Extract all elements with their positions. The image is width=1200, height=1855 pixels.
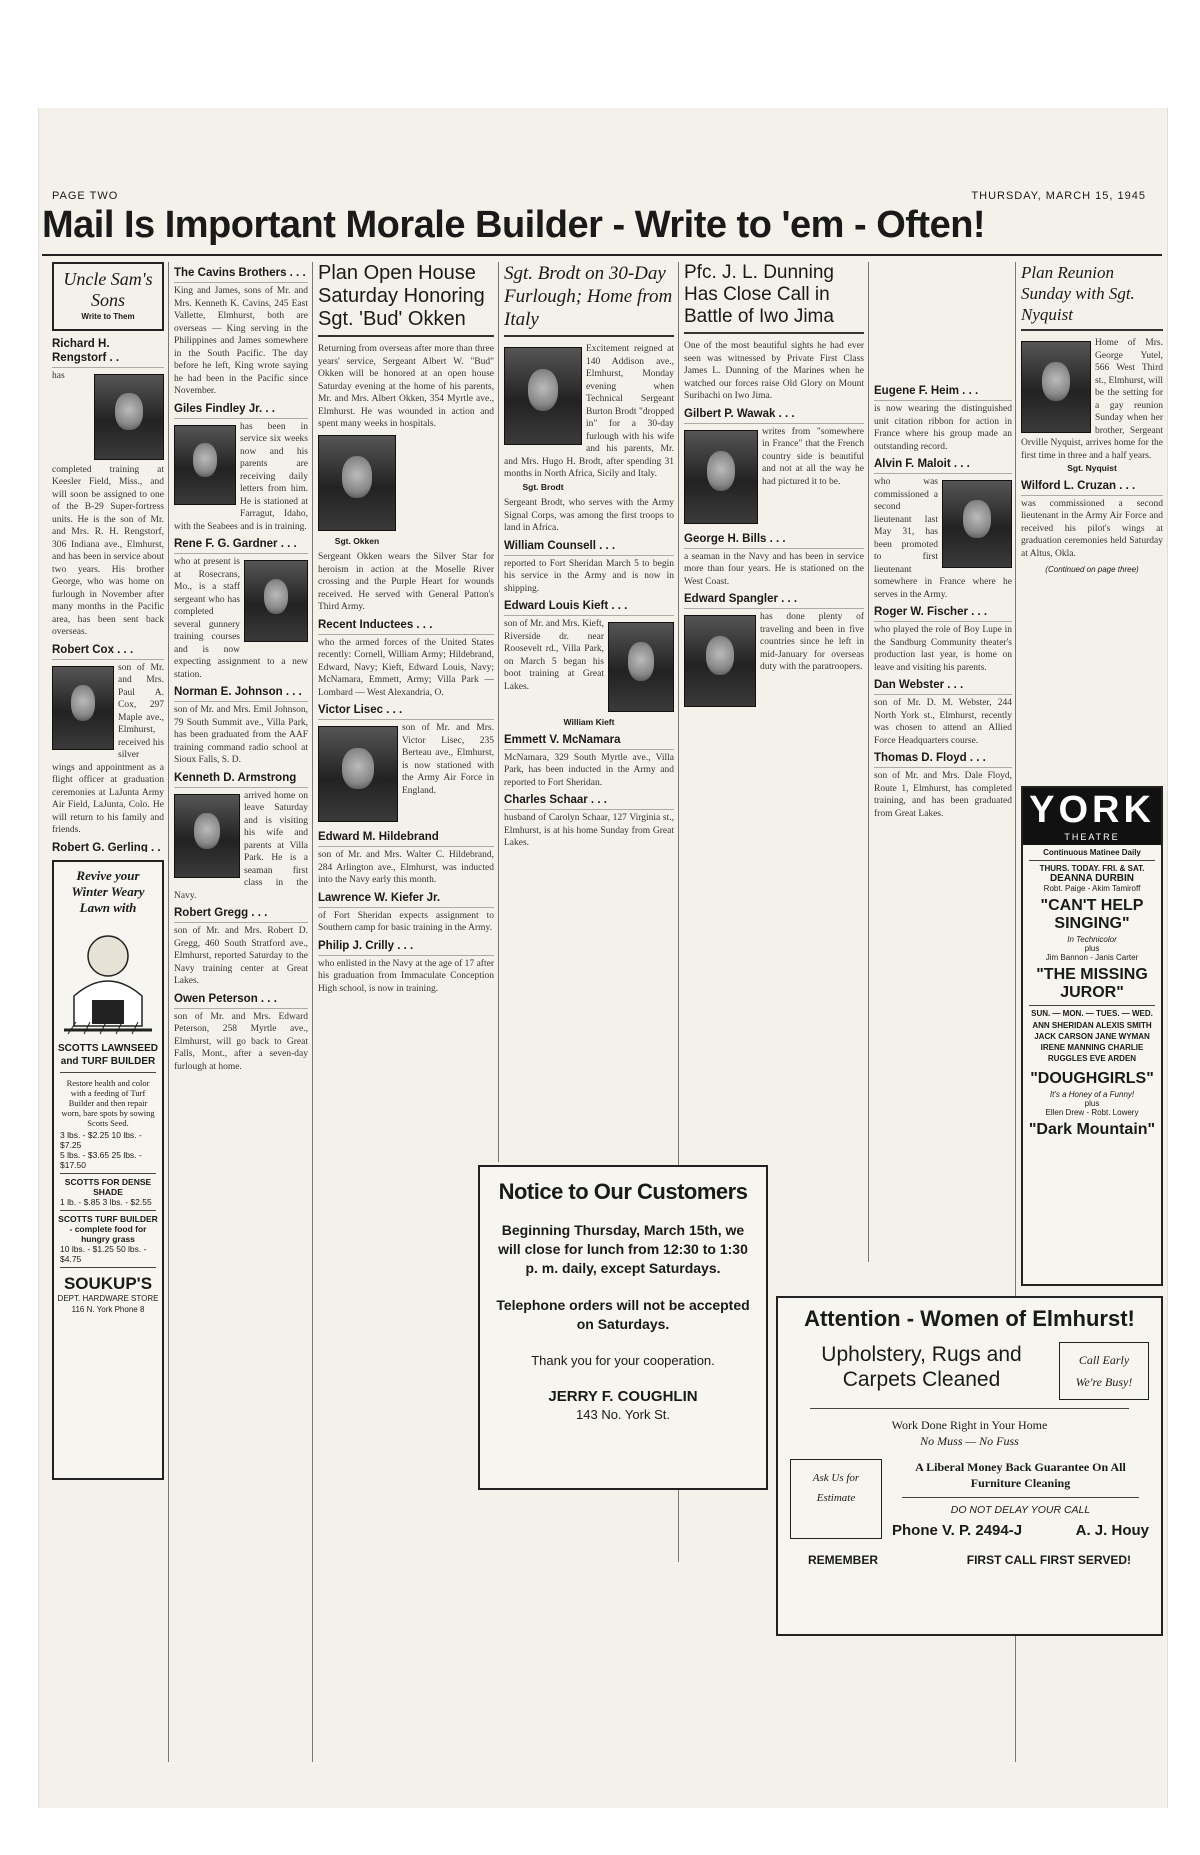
ad-shade-price: 1 lb. - $.85 3 lbs. - $2.55 [60, 1197, 152, 1207]
okken-caption: Sgt. Okken [334, 535, 380, 546]
johnson-heading: Norman E. Johnson . . . [174, 685, 308, 702]
gardner-text: who at present is at Rosecrans, Mo., is a staff sergeant who has completed several gunnery training courses and is now expecting assignment to a new station. [174, 557, 308, 680]
maloit-text: who was commissioned a second lieutenant last May 31, has been promoted to first lieutenant somewhere in France where he serves in the Army. [874, 477, 1012, 600]
issue-date: THURSDAY, MARCH 15, 1945 [971, 190, 1146, 202]
wawak-photo [684, 430, 758, 524]
column-service-news-6 [874, 380, 1012, 1260]
york-costars-4: Ellen Drew - Robt. Lowery [1045, 1108, 1139, 1117]
york-costars-2: Jim Bannon - Janis Carter [1045, 953, 1139, 962]
kieft-photo [608, 622, 674, 712]
webster-text: son of Mr. D. M. Webster, 244 North York st., Elmhurst, recently was chosen to attend an Allied Force Headquarters course. [874, 698, 1012, 746]
johnson-text: son of Mr. and Mrs. Emil Johnson, 79 South Summit ave., Villa Park, has been graduated from the AAF training command radio school at Sioux Falls, S. D. [174, 705, 308, 765]
bills-heading: George H. Bills . . . [684, 532, 864, 549]
counsell-text: reported to Fort Sheridan March 5 to begin his service in the Army and is now in shipping. [504, 558, 674, 594]
okken-text-1: Returning from overseas after more than three years' service, Sergeant Albert W. "Bud" Okken will be honored at an open house Saturday evening at the home of his parents, Mr. and Mrs. Albert Okken, 354 Myrtle ave., Elmhurst. He was wounded in action and spent many weeks in hospitals. [318, 344, 494, 429]
spangler-photo [684, 615, 756, 707]
findley-photo [174, 425, 236, 505]
york-logo: YORK [1023, 788, 1161, 832]
lawn-mower-icon [54, 926, 162, 1038]
cox-heading: Robert Cox . . . [52, 643, 164, 660]
nyquist-headline: Plan Reunion Sunday with Sgt. Nyquist [1021, 262, 1163, 331]
cavins-text: King and James, sons of Mr. and Mrs. Kenneth K. Cavins, 245 East Vallette, Elmhurst, both are overseas — King serving in the Philippines and James somewhere in the South Pacific. The day before he left, King wrote saying he had been in the Pacific since November. [174, 286, 308, 396]
ad-description: Restore health and color with a feeding of Turf Builder and then repair worn, bare spots by sowing Scotts Seed. [61, 1078, 155, 1128]
kieft-caption: William Kieft [563, 717, 615, 727]
york-matinee: Continuous Matinee Daily [1043, 848, 1141, 857]
heim-heading: Eugene F. Heim . . . [874, 384, 1012, 401]
schaar-text: husband of Carolyn Schaar, 127 Virginia st., Elmhurst, is at his home Sunday from Great Lakes. [504, 813, 674, 848]
armstrong-heading: Kenneth D. Armstrong [174, 771, 308, 788]
ad-revive-text: Revive your Winter Weary Lawn with [71, 868, 145, 915]
crilly-heading: Philip J. Crilly . . . [318, 939, 494, 956]
okken-headline: Plan Open House Saturday Honoring Sgt. 'Bud' Okken [318, 262, 494, 337]
york-days-2: SUN. — MON. — TUES. — WED. [1031, 1009, 1153, 1018]
banner-headline: Mail Is Important Morale Builder - Write to 'em - Often! [42, 204, 1162, 256]
column-rule [498, 262, 499, 1162]
kieft-heading: Edward Louis Kieft . . . [504, 599, 674, 616]
gregg-heading: Robert Gregg . . . [174, 906, 308, 923]
call-early-box: Call Early We're Busy! [1059, 1342, 1149, 1400]
okken-photo [318, 435, 396, 531]
lisec-text: son of Mr. and Mrs. Victor Lisec, 235 Berteau ave., Elmhurst, is now stationed with the Army Air Force in England. [402, 723, 494, 796]
ad-store-dept: DEPT. HARDWARE STORE [57, 1294, 159, 1303]
york-plus-2: plus [1084, 1099, 1100, 1108]
spangler-text: has done plenty of traveling and been in five countries since he left in mid-January for overseas duty with the paratroopers. [760, 612, 864, 672]
nyquist-caption: Sgt. Nyquist [1067, 463, 1117, 473]
ask-estimate-box: Ask Us for Estimate [790, 1459, 882, 1539]
brodt-caption: Sgt. Brodt [522, 481, 564, 492]
column-rule [168, 262, 169, 1762]
fischer-heading: Roger W. Fischer . . . [874, 605, 1012, 622]
york-cast: ANN SHERIDAN ALEXIS SMITH JACK CARSON JANE WYMAN IRENE MANNING CHARLIE RUGGLES EVE ARDEN [1032, 1021, 1152, 1063]
cruzan-heading: Wilford L. Cruzan . . . [1021, 479, 1163, 496]
attention-remember: REMEMBER [808, 1553, 879, 1567]
attention-delay: DO NOT DELAY YOUR CALL [950, 1504, 1091, 1516]
hildebrand-heading: Edward M. Hildebrand [318, 830, 494, 847]
nyquist-photo [1021, 341, 1091, 433]
column-okken [318, 262, 494, 1752]
ad-store-address: 116 N. York Phone 8 [71, 1305, 145, 1314]
attention-phone: Phone V. P. 2494-J [892, 1522, 1023, 1539]
maloit-heading: Alvin F. Maloit . . . [874, 457, 1012, 474]
cavins-heading: The Cavins Brothers . . . [174, 266, 308, 283]
york-technicolor: In Technicolor [1067, 935, 1117, 944]
crilly-text: who enlisted in the Navy at the age of 17 after his graduation from Immaculate Conception High school, is now in training. [318, 958, 494, 994]
dunning-text: One of the most beautiful sights he had ever seen was witnessed by Private First Class James L. Dunning of the Marines when he watched our forces raise Old Glory on Mount Suribachi on Iwo Jima. [684, 341, 864, 401]
cox-photo [52, 666, 114, 750]
peterson-heading: Owen Peterson . . . [174, 992, 308, 1009]
attention-guarantee: A Liberal Money Back Guarantee On All Furniture Cleaning [915, 1460, 1126, 1490]
maloit-photo [942, 480, 1012, 568]
armstrong-photo [174, 794, 240, 878]
floyd-heading: Thomas D. Floyd . . . [874, 751, 1012, 768]
attention-service: Upholstery, Rugs and Carpets Cleaned [821, 1343, 1022, 1391]
brodt-photo [504, 347, 582, 445]
schaar-heading: Charles Schaar . . . [504, 793, 674, 810]
brodt-text-1: Excitement reigned at 140 Addison ave., Elmhurst, Monday evening when Technical Sergeant Burton Brodt "dropped in" for a 30-day furlough with his wife and his parents, Mr. and Mrs. Hugo H. Brodt, after spending 31 months in North Africa, Sicily and Italy. [504, 344, 674, 479]
spangler-heading: Edward Spangler . . . [684, 592, 864, 609]
ad-price-row: 5 lbs. - $3.65 25 lbs. - $17.50 [60, 1150, 142, 1170]
notice-name: JERRY F. COUGHLIN [548, 1388, 698, 1405]
ad-turf-price: 10 lbs. - $1.25 50 lbs. - $4.75 [60, 1244, 147, 1264]
wawak-text: writes from "somewhere in France" that the French country side is beautiful and not at all the way he had pictured it to be. [762, 426, 864, 487]
uncle-sams-sons-box [52, 262, 164, 331]
york-costars-1: Robt. Paige - Akim Tamiroff [1043, 884, 1141, 893]
lisec-photo [318, 726, 398, 822]
notice-line-2: Telephone orders will not be accepted on Saturdays. [496, 1297, 750, 1332]
kiefer-heading: Lawrence W. Kiefer Jr. [318, 891, 494, 908]
bills-text: a seaman in the Navy and has been in service more than four years. He is stationed on the West Coast. [684, 551, 864, 587]
uncle-sams-sons-title: Uncle Sam's Sons [63, 269, 153, 310]
attention-title: Attention - Women of Elmhurst! [804, 1306, 1135, 1331]
mcnamara-text: McNamara, 329 South Myrtle ave., Villa Park, has been inducted in the Army and reported to Fort Sheridan. [504, 752, 674, 788]
york-film-4: "Dark Mountain" [1028, 1121, 1156, 1138]
rengstorf-photo [94, 374, 164, 460]
kiefer-text: of Fort Sheridan expects assignment to Southern camp for basic training in the Army. [318, 910, 494, 933]
column-brodt [504, 262, 674, 1152]
lisec-heading: Victor Lisec . . . [318, 703, 494, 720]
findley-text: has been in service six weeks now and his parents are receiving daily letters from him. He is stationed at Farragut, Idaho, with the Seabees and is in training. [174, 421, 308, 532]
cox-text: son of Mr. and Mrs. Paul A. Cox, 297 Maple ave., Elmhurst, received his silver wings and appointment as a flight officer at graduation ceremonies at LaJunta Army Air Field, LaJunta, Colo. He will return to his family and friends. [52, 662, 164, 835]
fischer-text: who played the role of Boy Lupe in the Sandburg Community theater's production last year, is home on leave and visiting his parents. [874, 625, 1012, 673]
hildebrand-text: son of Mr. and Mrs. Walter C. Hildebrand, 284 Arlington ave., Elmhurst, was inducted into the Navy early this month. [318, 850, 494, 885]
york-days-1: THURS. TODAY. FRI. & SAT. [1039, 864, 1145, 873]
ad-shade: SCOTTS FOR DENSE SHADE [64, 1177, 152, 1197]
york-film-3: "DOUGHGIRLS" [1030, 1070, 1154, 1087]
okken-text-2: Sergeant Okken wears the Silver Star for heroism in action at the Moselle River crossing and the Purple Heart for wounds received. He served with General Patton's Third Army. [318, 552, 494, 612]
york-tagline: It's a Honey of a Funny! [1049, 1090, 1135, 1099]
brodt-text-2: Sergeant Brodt, who serves with the Army Signal Corps, was among the first troops to land in Africa. [504, 498, 674, 533]
york-film-1: "CAN'T HELP SINGING" [1040, 897, 1144, 932]
attention-work: Work Done Right in Your Home [891, 1418, 1048, 1432]
column-rule [312, 262, 313, 1762]
page-label: PAGE TWO [52, 190, 119, 202]
rengstorf-heading: Richard H. Rengstorf . . [52, 337, 164, 368]
notice-address: 143 No. York St. [576, 1407, 670, 1422]
webster-heading: Dan Webster . . . [874, 678, 1012, 695]
floyd-text: son of Mr. and Mrs. Dale Floyd, Route 1, Elmhurst, has completed training, and has been graduated from Great Lakes. [874, 771, 1012, 819]
ad-turf: SCOTTS TURF BUILDER - complete food for hungry grass [58, 1214, 158, 1244]
findley-heading: Giles Findley Jr. . . [174, 402, 308, 419]
york-theatre-label: THEATRE [1023, 832, 1161, 845]
york-film-2: "THE MISSING JUROR" [1036, 966, 1148, 1001]
column-nyquist [1021, 262, 1163, 774]
brodt-headline: Sgt. Brodt on 30-Day Furlough; Home from Italy [504, 262, 674, 337]
dunning-headline: Pfc. J. L. Dunning Has Close Call in Battle of Iwo Jima [684, 262, 864, 334]
attention-owner: A. J. Houy [1075, 1522, 1149, 1539]
inductees-heading: Recent Inductees . . . [318, 618, 494, 635]
upholstery-cleaning-ad [776, 1296, 1163, 1636]
wawak-heading: Gilbert P. Wawak . . . [684, 407, 864, 424]
notice-line-3: Thank you for your cooperation. [531, 1353, 715, 1368]
armstrong-text: arrived home on leave Saturday and is visiting his wife and parents at Villa Park. He is a seaman first class in the Navy. [174, 790, 308, 901]
gerling-heading: Robert G. Gerling . . [52, 841, 164, 853]
notice-to-customers-ad [478, 1165, 768, 1490]
continued-note: (Continued on page three) [1045, 565, 1139, 574]
ad-price-row: 3 lbs. - $2.25 10 lbs. - $7.25 [60, 1130, 142, 1150]
column-rule [868, 262, 869, 1262]
mcnamara-heading: Emmett V. McNamara [504, 733, 674, 750]
soukups-lawn-ad [52, 860, 164, 1480]
write-to-them: Write to Them [81, 312, 135, 321]
lawn-illustration [54, 926, 162, 1038]
kieft-text: son of Mr. and Mrs. Kieft, Riverside dr. near Roosevelt rd., Villa Park, on March 5 began his boot training at Great Lakes. [504, 619, 604, 692]
nyquist-text: Home of Mrs. George Yutel, 566 West Third st., Elmhurst, will be the setting for a gay reunion Sunday when her brother, Sergeant Orville Nyquist, arrives home for the first time in three and a half years. [1021, 338, 1163, 461]
attention-first-call: FIRST CALL FIRST SERVED! [966, 1553, 1131, 1567]
gregg-text: son of Mr. and Mrs. Robert D. Gregg, 460 South Stratford ave., Elmhurst, reported Saturday to the Navy training center at Great Lakes. [174, 926, 308, 986]
york-theatre-ad [1021, 786, 1163, 1286]
peterson-text: son of Mr. and Mrs. Edward Peterson, 258 Myrtle ave., Elmhurst, will go back to Great Falls, Mont., after a seven-day furlough at home. [174, 1011, 308, 1072]
heim-text: is now wearing the distinguished unit citation ribbon for action in France where his group made an outstanding record. [874, 404, 1012, 452]
notice-title: Notice to Our Customers [498, 1179, 748, 1204]
york-plus: plus [1084, 944, 1100, 953]
attention-no-muss: No Muss — No Fuss [920, 1434, 1019, 1448]
ad-store-name: SOUKUP'S [63, 1274, 153, 1293]
york-star-1: DEANNA DURBIN [1049, 873, 1135, 884]
column-dunning [684, 262, 864, 1142]
column-service-news-2 [174, 262, 308, 1752]
gardner-heading: Rene F. G. Gardner . . . [174, 537, 308, 554]
inductees-text: who the armed forces of the United States recently: Cornell, William Army; Hildebrand, Edward, Navy; Kieft, Edward Louis, Navy; McNamara, Emmett, Army; Villa Park — Lombard — West Alexandria, O. [318, 637, 494, 698]
cruzan-text: was commissioned a second lieutenant in the Army Air Force and received his pilot's wings at graduation ceremonies held Saturday at Altus, Okla. [1021, 498, 1163, 559]
rengstorf-text: has completed training at Keesler Field, Miss., and will soon be assigned to one of the B-29 Super-fortress units. He is the son of Mr. and Mrs. R. H. Rengstorf, 306 Indiana ave., Elmhurst, and has been in service about two years. His brother George, who was home on furlough in November after many months in the Pacific area, has been sent back overseas. [52, 370, 164, 637]
notice-line-1: Beginning Thursday, March 15th, we will close for lunch from 12:30 to 1:30 p. m. daily, except Saturdays. [498, 1222, 748, 1276]
column-uncle-sams-sons [52, 262, 164, 852]
ad-brand: SCOTTS LAWNSEED and TURF BUILDER [57, 1043, 158, 1067]
gardner-photo [244, 560, 308, 642]
counsell-heading: William Counsell . . . [504, 539, 674, 556]
